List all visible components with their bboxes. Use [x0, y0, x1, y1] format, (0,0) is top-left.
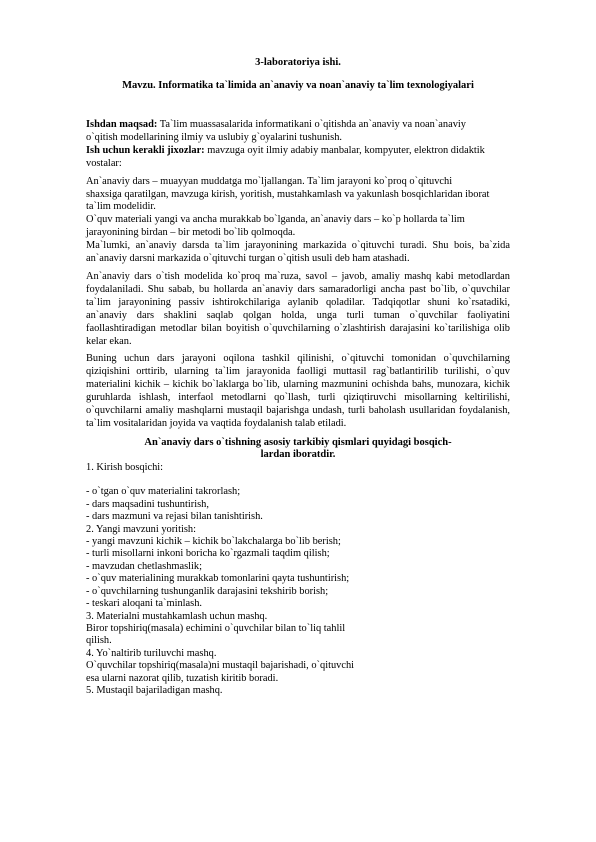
list-item: - turli misollarni inkoni boricha ko`rgazmali taqdim qilish;	[86, 548, 330, 560]
stage-3-text: Biror topshiriq(masala) echimini o`quvchilar bilan to`liq tahlil	[86, 622, 346, 634]
stage-3-text: qilish.	[86, 635, 112, 647]
list-item: - dars mazmuni va rejasi bilan tanishtirish.	[86, 511, 263, 523]
paragraph-1	[86, 176, 510, 241]
stage-4-title: 4. Yo`naltirib turiluvchi mashq.	[86, 647, 217, 659]
stage-3-title: 3. Materialni mustahkamlash uchun mashq.	[86, 610, 268, 622]
stage-4-text: O`quvchilar topshiriq(masala)ni mustaqil bajarishadi, o`qituvchi	[86, 660, 355, 672]
list-item: - o`quv materialining murakkab tomonlarini qayta tushuntirish;	[86, 573, 350, 585]
section-heading-line-2: lardan iboratdir.	[260, 449, 336, 461]
goal-label: Ishdan maqsad:	[86, 119, 158, 130]
paragraph-2: Ma`lumki, an`anaviy darsda ta`lim jarayonining markazida o`qituvchi turadi. Shu bois, ba`zida an`anaviy darsni markazida o`qituvchi turgan o`qitish usuli deb ham atashadi.	[86, 240, 510, 265]
tools-line	[86, 145, 510, 171]
stage-1-title: 1. Kirish bosqichi:	[86, 462, 164, 474]
goal-line-2: o`qitish modellarining ilmiy va uslubiy g`oyalarini tushunish.	[86, 131, 342, 143]
goal-block	[86, 119, 510, 171]
list-item: - dars maqsadini tushuntirish,	[86, 498, 209, 510]
paragraph-1-line-3: ta`lim modelidir.	[86, 201, 156, 213]
topic-heading: Mavzu. Informatika ta`limida an`anaviy va noan`anaviy ta`lim texnologiyalari	[122, 80, 474, 91]
stage-4-text: esa ularni nazorat qilib, tuzatish kiritib boradi.	[86, 672, 279, 684]
paragraph-4: Buning uchun dars jarayoni oqilona tashkil qilinishi, o`qituvchi tomonidan o`quvchilarning qiziqishini orttirib, ularning ta`lim jarayonida faolligi muttasil rag`batlantirilib turilishi, o`quv materialini kichik – kichik bo`laklarga bo`lib, ularning mazmunini ochishda bahs, munozara, kichik guruhlarda ishlash, interfaol metodlarni qo`llash, turli qiziqtiruvchi misollarning keltirilishi, o`quvchilarni amaliy mashqlarni mustaqil bajarishga undash, turli baholash usullaridan foydalanish, ta`lim vositalaridan joyida va vaqtida foydalanish talab etiladi.	[86, 353, 510, 429]
list-item: - mavzudan chetlashmaslik;	[86, 560, 202, 572]
stage-2-title: 2. Yangi mavzuni yoritish:	[86, 523, 196, 535]
list-item: - teskari aloqani ta`minlash.	[86, 598, 202, 610]
stage-5-title: 5. Mustaqil bajariladigan mashq.	[86, 684, 223, 696]
stages-list	[86, 462, 510, 697]
list-item: - yangi mavzuni kichik – kichik bo`lakchalarga bo`lib berish;	[86, 536, 341, 548]
goal-line-1	[86, 119, 510, 132]
list-item: - o`quvchilarning tushunganlik darajasini tekshirib borish;	[86, 585, 329, 597]
list-item: - o`tgan o`quv materialini takrorlash;	[86, 486, 241, 498]
section-heading-line-1: An`anaviy dars o`tishning asosiy tarkibiy qismlari quyidagi bosqich-	[144, 436, 452, 448]
blank-line	[86, 474, 510, 486]
section-heading	[86, 437, 510, 462]
paragraph-1-line-2: shaxsiga qaratilgan, mavzuga kirish, yoritish, mustahkamlash va yakunlash bosqichlaridan iborat	[86, 188, 490, 200]
lab-title: 3-laboratoriya ishi.	[255, 57, 341, 68]
paragraph-3: An`anaviy dars o`tish modelida ko`proq ma`ruza, savol – javob, amaliy mashq kabi metodlardan foydalaniladi. Shu sabab, bu hollarda an`anaviy dars samaradorligi ancha past bo`lib, o`quvchilar ta`lim jarayonining passiv ishtirokchilariga aylanib qoladilar. Tadqiqotlar shuni ko`rsatadiki, an`anaviy dars shaklini saqlab qolgan holda, unga turli tuman o`quvchilar faoliyatini faollashtiradigan metodlar bilan boyitish o`quvchilarning o`zlashtirish darajasini ko`tarilishiga olib kelar ekan.	[86, 270, 510, 347]
paragraph-1-line-4: O`quv materiali yangi va ancha murakkab bo`lganda, an`anaviy dars – ko`p hollarda ta`lim	[86, 214, 465, 226]
paragraph-1-line-1: An`anaviy dars – muayyan muddatga mo`ljallangan. Ta`lim jarayoni ko`proq o`qituvchi	[86, 175, 453, 187]
tools-label: Ish uchun kerakli jixozlar:	[86, 144, 205, 156]
goal-text: Ta`lim muassasalarida informatikani o`qitishda an`anaviy va noan`anaviy	[157, 119, 467, 130]
tools-text: mavzuga oyit ilmiy adabiy manbalar, kompyuter, elektron didaktik vostalar:	[86, 144, 485, 169]
paragraph-1-line-5: jarayonining birdan – bir metodi bo`lib qolmoqda.	[86, 227, 296, 239]
